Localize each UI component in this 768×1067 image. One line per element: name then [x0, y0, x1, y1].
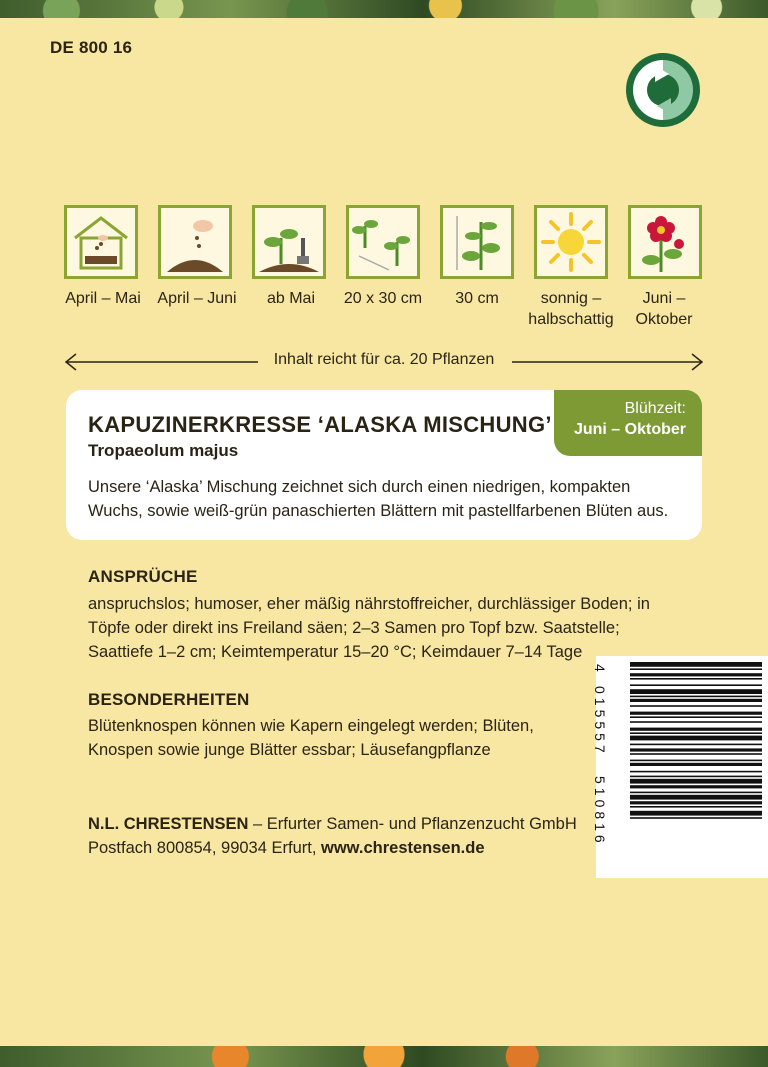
spacing-icon [346, 205, 420, 279]
barcode-bar [630, 763, 762, 766]
company-description: – Erfurter Samen- und Pflanzenzucht GmbH [248, 815, 577, 833]
height-label: 30 cm [455, 290, 499, 307]
arrow-right [512, 351, 704, 373]
flower-label-line2: Oktober [635, 311, 693, 328]
barcode-bar [630, 801, 762, 804]
barcode-bar [630, 817, 762, 819]
indoor-sowing-icon [64, 205, 138, 279]
arrow-left [64, 351, 258, 373]
barcode-bar [630, 806, 762, 808]
barcode-bar [630, 689, 762, 694]
outdoor-sowing-icon [158, 205, 232, 279]
product-card [66, 390, 702, 540]
barcode-bar [630, 712, 762, 715]
barcode-bar [630, 721, 762, 723]
product-title: KAPUZINERKRESSE ‘ALASKA MISCHUNG’ [88, 412, 552, 437]
bloom-badge [554, 390, 702, 456]
bloom-value: Juni – Oktober [573, 421, 686, 438]
bottom-photo-strip [0, 1046, 768, 1067]
spacing-label: 20 x 30 cm [343, 290, 423, 307]
barcode-bar [630, 716, 762, 718]
planting-icon [252, 205, 326, 279]
barcode-bar [630, 779, 762, 784]
botanical-name: Tropaeolum majus [88, 441, 239, 460]
barcode-digits-left: 015557 [592, 686, 608, 757]
company-name: N.L. CHRESTENSEN [88, 815, 249, 833]
company-info [88, 812, 588, 860]
specials-text: Blütenknospen können wie Kapern eingelegt werden; Blüten, Knospen sowie junge Blätter essbar; Läusefangpflanze [88, 717, 534, 759]
specials-heading: BESONDERHEITEN [88, 690, 250, 709]
flower-label-line1: Juni – [642, 290, 686, 307]
barcode-bar [630, 684, 762, 686]
barcode-digits-right: 510816 [592, 776, 608, 847]
sun-label-line2: halbschattig [528, 311, 614, 328]
barcode-bar [630, 753, 762, 755]
barcode-bar [630, 748, 762, 751]
product-code: DE 800 16 [50, 38, 133, 57]
barcode-bar [630, 792, 762, 794]
sun-label [521, 288, 621, 330]
product-description: Unsere ‘Alaska’ Mischung zeichnet sich durch einen niedrigen, kompakten Wuchs, sowie weiß-grün panaschierten Blättern mit pastellfarbenen Blüten aus. [88, 478, 669, 520]
barcode-bar [630, 811, 762, 816]
barcode-bar [630, 662, 762, 667]
company-website[interactable]: www.chrestensen.de [321, 839, 485, 857]
barcode-digit-first: 4 [592, 664, 608, 676]
gruener-punkt-logo [625, 52, 701, 128]
barcode-bar [630, 696, 762, 698]
barcode-bar [630, 736, 762, 741]
barcode-bar [630, 795, 762, 800]
flower-icon [628, 205, 702, 279]
barcode-bar [630, 760, 762, 762]
content-note: Inhalt reicht für ca. 20 Pflanzen [273, 351, 495, 368]
barcode-bar [630, 699, 762, 702]
top-photo-strip [0, 0, 768, 18]
barcode-bar [630, 728, 762, 731]
barcode-bar [630, 771, 762, 773]
barcode [592, 656, 768, 878]
barcode-bar [630, 668, 762, 670]
indoor-sowing-label: April – Mai [65, 290, 141, 307]
height-icon [440, 205, 514, 279]
requirements-text: anspruchslos; humoser, eher mäßig nährstoffreicher, durchlässiger Boden; in Töpfe oder direkt ins Freiland säen; 2–3 Samen pro Topf bzw. Saatstelle; Saattiefe 1–2 cm; Keimtemperatur 15–20 °C; Keimdauer 7–14 Tage [88, 595, 650, 661]
bloom-label: Blühzeit: [624, 400, 686, 417]
barcode-bars [596, 656, 768, 878]
barcode-bar [630, 673, 762, 676]
company-address: Postfach 800854, 99034 Erfurt, [88, 839, 321, 857]
barcode-bar [630, 705, 762, 707]
cultivation-icons [64, 205, 704, 285]
barcode-bar [630, 776, 762, 778]
requirements-heading: ANSPRÜCHE [88, 567, 198, 586]
flower-label [614, 288, 714, 330]
sun-label-line1: sonnig – [540, 290, 602, 307]
planting-label: ab Mai [266, 290, 316, 307]
outdoor-sowing-label: April – Juni [157, 290, 237, 307]
sun-icon [534, 205, 608, 279]
barcode-bar [630, 744, 762, 746]
barcode-bar [630, 785, 762, 788]
barcode-bar [630, 678, 762, 680]
barcode-bar [630, 732, 762, 734]
